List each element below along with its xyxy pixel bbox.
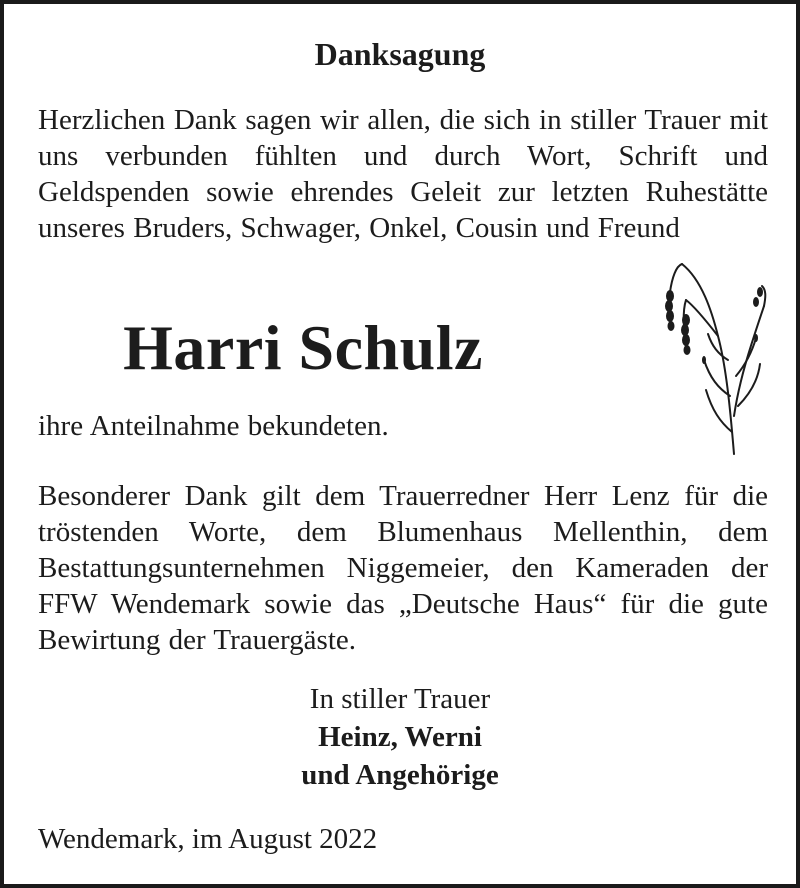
place-date: Wendemark, im August 2022 bbox=[38, 823, 378, 855]
intro-paragraph: Herzlichen Dank sagen wir allen, die sich in stiller Trauer mit uns verbunden fühlten und durch Wort, Schrift und Geldspenden sowie ehrendes Geleit zur letzten Ruhestätte unseres Bruders, Schwager, Onkel, Cousin und Freund bbox=[38, 104, 768, 244]
signature-relatives: und Angehörige bbox=[301, 759, 499, 791]
thanks-paragraph: Besonderer Dank gilt dem Trauerredner Herr Lenz für die tröstenden Worte, dem Blumenhaus Mellenthin, dem Bestattungsunternehmen Niggemeier, den Kameraden der FFW Wendemark sowie das „Deutsche Haus“ für die gute Bewirtung der Trauergäste. bbox=[38, 480, 768, 656]
intro-closing: ihre Anteilnahme bekundeten. bbox=[38, 410, 389, 442]
signature-line-1: In stiller Trauer bbox=[309, 683, 491, 715]
deceased-name: Harri Schulz bbox=[123, 312, 483, 383]
notice-heading: Danksagung bbox=[314, 36, 486, 72]
signature-names: Heinz, Werni bbox=[318, 721, 482, 753]
